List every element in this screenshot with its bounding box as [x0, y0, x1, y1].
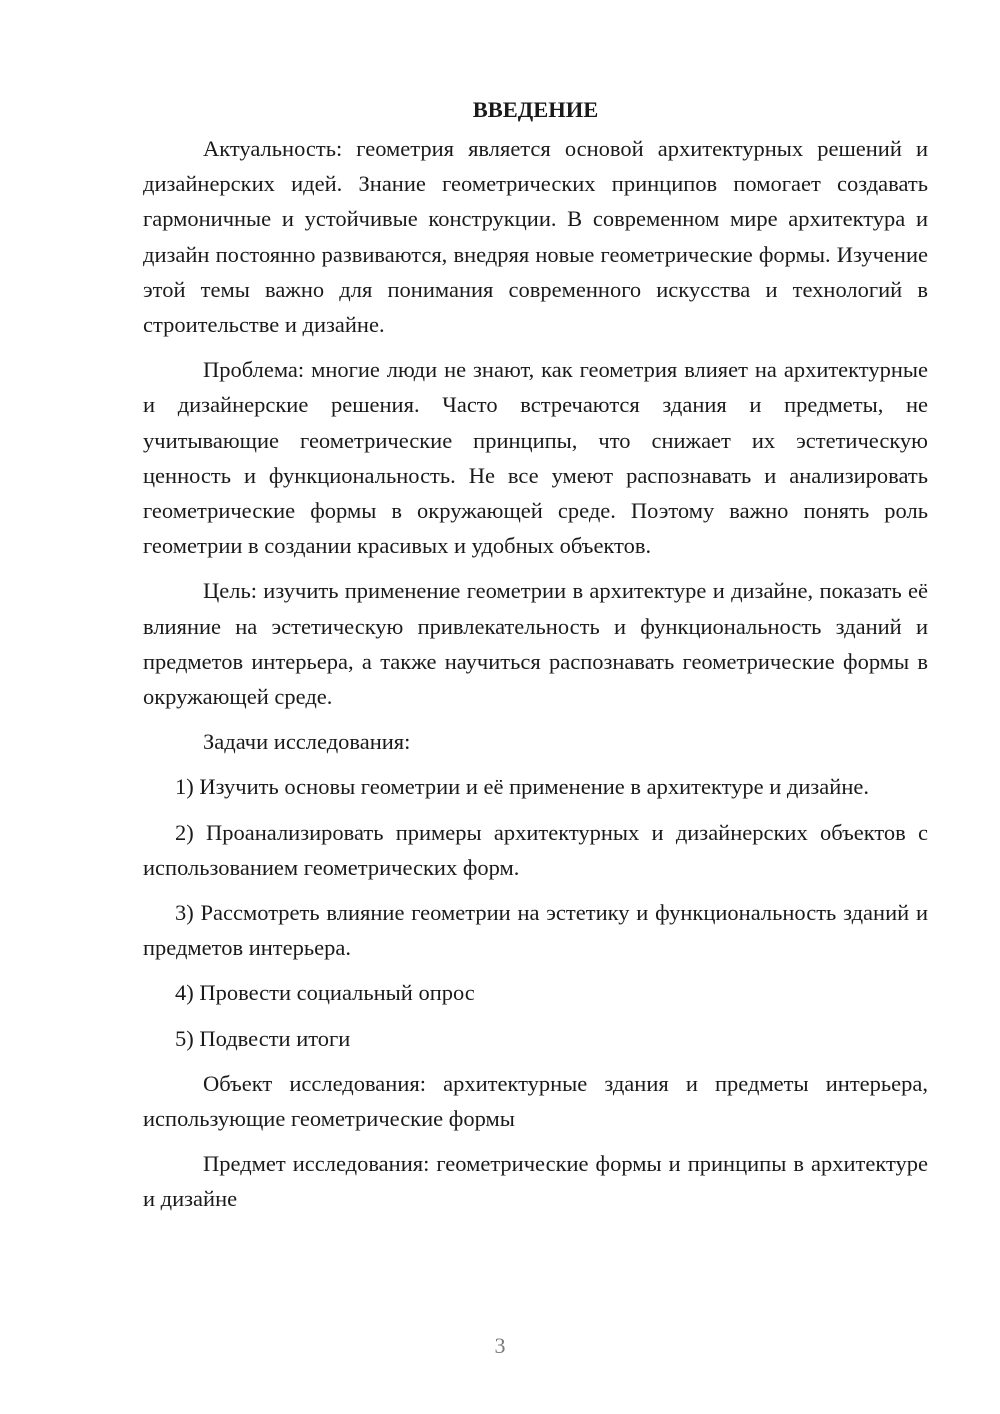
research-subject-paragraph: Предмет исследования: геометрические формы и принципы в архитектуре и дизайне [143, 1151, 928, 1212]
problem-paragraph: Проблема: многие люди не знают, как геометрия влияет на архитектурные и дизайнерские решения. Часто встречаются здания и предметы, не учитывающие геометрические принципы, что снижает их эстетическую ценность и функциональность. Не все умеют распознавать и анализировать геометрические формы в окружающей среде. Поэтому важно понять роль геометрии в создании красивых и удобных объектов. [143, 357, 928, 559]
task-item: 5) Подвести итоги [175, 1025, 351, 1051]
task-item: 4) Провести социальный опрос [175, 980, 475, 1006]
goal-paragraph: Цель: изучить применение геометрии в архитектуре и дизайне, показать её влияние на эстетическую привлекательность и функциональность зданий и предметов интерьера, а также научиться распознавать геометрические формы в окружающей среде. [143, 578, 928, 710]
task-item: 2) Проанализировать примеры архитектурных и дизайнерских объектов с использованием геометрических форм. [143, 819, 928, 880]
tasks-heading: Задачи исследования: [203, 729, 411, 755]
task-item: 3) Рассмотреть влияние геометрии на эстетику и функциональность зданий и предметов интерьера. [143, 900, 928, 961]
relevance-paragraph: Актуальность: геометрия является основой архитектурных решений и дизайнерских идей. Знание геометрических принципов помогает создавать гармоничные и устойчивые конструкции. В современном мире архитектура и дизайн постоянно развиваются, внедряя новые геометрические формы. Изучение этой темы важно для понимания современного искусства и технологий в строительстве и дизайне. [143, 136, 928, 338]
page-content [143, 92, 928, 1227]
page-number: 3 [494, 1333, 506, 1358]
page-title: ВВЕДЕНИЕ [472, 97, 599, 122]
task-item: 1) Изучить основы геометрии и её применение в архитектуре и дизайне. [175, 774, 869, 800]
research-object-paragraph: Объект исследования: архитектурные здания и предметы интерьера, использующие геометрические формы [143, 1070, 928, 1132]
